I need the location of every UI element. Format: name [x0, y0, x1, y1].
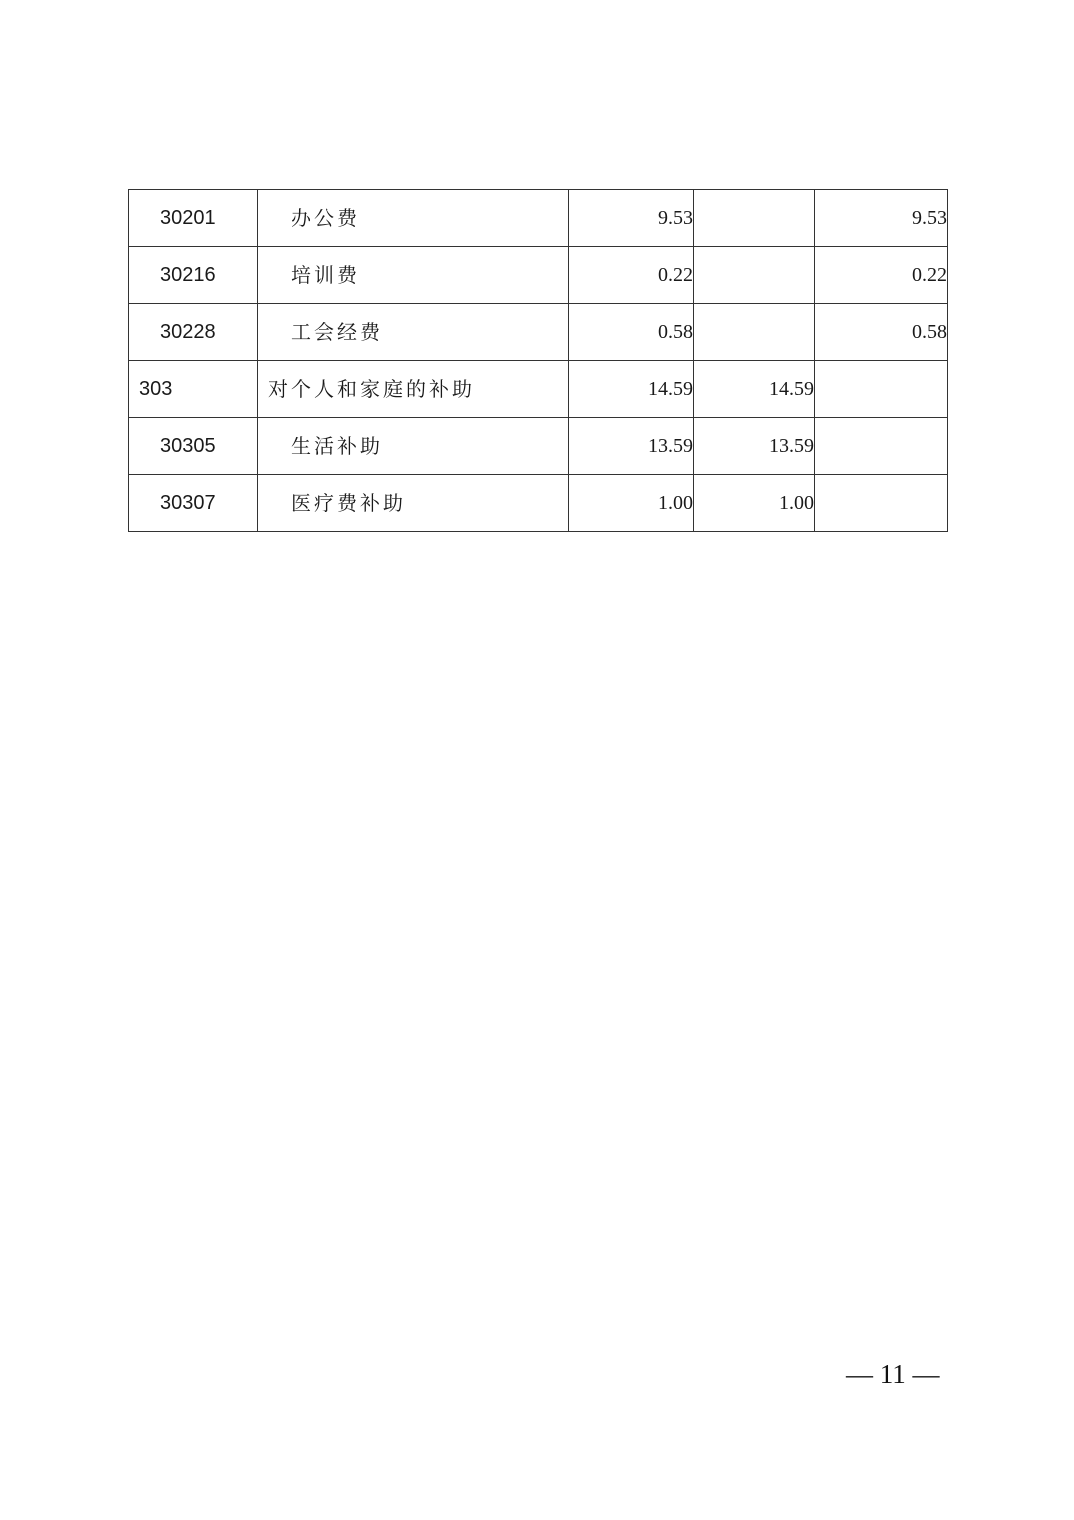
personnel-amount — [694, 190, 815, 247]
total-amount: 1.00 — [569, 475, 694, 532]
subject-name: 医疗费补助 — [258, 475, 569, 532]
subject-name: 培训费 — [258, 247, 569, 304]
personnel-amount: 14.59 — [694, 361, 815, 418]
public-amount: 0.22 — [815, 247, 948, 304]
subject-code: 30216 — [129, 247, 258, 304]
table-row — [129, 475, 948, 532]
expenditure-table — [128, 189, 948, 532]
page-number: — 11 — — [846, 1359, 940, 1389]
table-row — [129, 304, 948, 361]
personnel-amount: 13.59 — [694, 418, 815, 475]
table-row — [129, 418, 948, 475]
total-amount: 0.22 — [569, 247, 694, 304]
table-row — [129, 247, 948, 304]
subject-code: 30307 — [129, 475, 258, 532]
personnel-amount — [694, 247, 815, 304]
public-amount — [815, 475, 948, 532]
public-amount: 9.53 — [815, 190, 948, 247]
public-amount — [815, 418, 948, 475]
total-amount: 9.53 — [569, 190, 694, 247]
personnel-amount: 1.00 — [694, 475, 815, 532]
subject-code: 30228 — [129, 304, 258, 361]
table-row — [129, 190, 948, 247]
subject-code: 303 — [129, 361, 258, 418]
total-amount: 14.59 — [569, 361, 694, 418]
personnel-amount — [694, 304, 815, 361]
public-amount: 0.58 — [815, 304, 948, 361]
subject-name: 生活补助 — [258, 418, 569, 475]
subject-name: 工会经费 — [258, 304, 569, 361]
total-amount: 13.59 — [569, 418, 694, 475]
public-amount — [815, 361, 948, 418]
subject-name: 办公费 — [258, 190, 569, 247]
total-amount: 0.58 — [569, 304, 694, 361]
table-row — [129, 361, 948, 418]
subject-code: 30201 — [129, 190, 258, 247]
subject-name: 对个人和家庭的补助 — [258, 361, 569, 418]
subject-code: 30305 — [129, 418, 258, 475]
